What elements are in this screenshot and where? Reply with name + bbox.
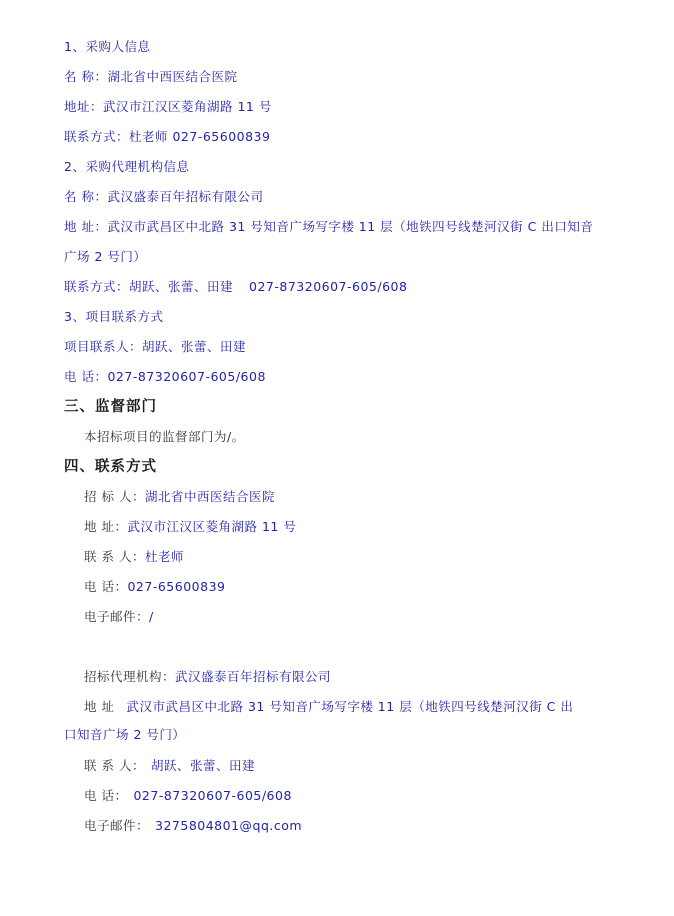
supervision-text: 本招标项目的监督部门为/。 [84, 429, 245, 444]
purchaser-section-title: 1、采购人信息 [64, 39, 151, 54]
contact-row [84, 548, 184, 566]
agency-name: 名 称：武汉盛泰百年招标有限公司 [64, 189, 264, 204]
address-row [84, 518, 296, 536]
project-contact-phone: 电 话：027-87320607-605/608 [64, 369, 266, 384]
purchaser-contact: 联系方式：杜老师 027-65600839 [64, 129, 271, 144]
agency-phone-value: 027-87320607-605/608 [133, 788, 292, 803]
agency-row [84, 668, 331, 686]
agency-address-label: 地 址 [84, 699, 115, 714]
agency-address-value-line1: 武汉市武昌区中北路 31 号知音广场写字楼 11 层（地铁四号线楚河汉街 C 出 [126, 699, 574, 714]
contact-info-heading: 四、联系方式 [64, 459, 157, 475]
phone-row [84, 578, 225, 596]
agency-contact-people: 联系方式：胡跃、张蕾、田建 [64, 279, 234, 294]
agency-email-label: 电子邮件： [84, 818, 150, 833]
agency-contact-value: 胡跃、张蕾、田建 [150, 758, 255, 773]
agency-phone-label: 电 话： [84, 788, 128, 803]
agency-address-value-line2: 口知音广场 2 号门） [64, 727, 186, 742]
agency-contact-label: 联 系 人： [84, 758, 145, 773]
agency-contact-row [84, 757, 255, 775]
contact-value: 杜老师 [144, 549, 184, 564]
agency-label: 招标代理机构： [84, 669, 176, 684]
email-value: / [149, 609, 154, 624]
address-value: 武汉市江汉区菱角湖路 11 号 [127, 519, 297, 534]
tenderer-label: 招 标 人： [84, 489, 145, 504]
agency-value: 武汉盛泰百年招标有限公司 [175, 669, 332, 684]
project-contact-section-title: 3、项目联系方式 [64, 309, 164, 324]
tenderer-row [84, 488, 275, 506]
phone-value: 027-65600839 [127, 579, 226, 594]
agency-address-row [84, 698, 573, 716]
agency-email-row [84, 817, 302, 835]
purchaser-name: 名 称：湖北省中西医结合医院 [64, 69, 238, 84]
address-label: 地 址： [84, 519, 128, 534]
project-contact-people: 项目联系人：胡跃、张蕾、田建 [64, 339, 247, 354]
agency-email-value[interactable]: 3275804801@qq.com [155, 818, 303, 833]
agency-contact-line [64, 278, 407, 296]
agency-contact-phone: 027-87320607-605/608 [249, 279, 408, 294]
purchaser-address: 地址：武汉市江汉区菱角湖路 11 号 [64, 99, 272, 114]
agency-address-line2: 广场 2 号门） [64, 249, 147, 264]
email-row [84, 608, 154, 626]
agency-section-title: 2、采购代理机构信息 [64, 159, 190, 174]
phone-label: 电 话： [84, 579, 128, 594]
tenderer-value: 湖北省中西医结合医院 [144, 489, 275, 504]
contact-label: 联 系 人： [84, 549, 145, 564]
email-label: 电子邮件： [84, 609, 150, 624]
agency-phone-row [84, 787, 292, 805]
agency-address-line1: 地 址：武汉市武昌区中北路 31 号知音广场写字楼 11 层（地铁四号线楚河汉街 C 出口知音 [64, 219, 594, 234]
supervision-heading: 三、监督部门 [64, 399, 157, 415]
